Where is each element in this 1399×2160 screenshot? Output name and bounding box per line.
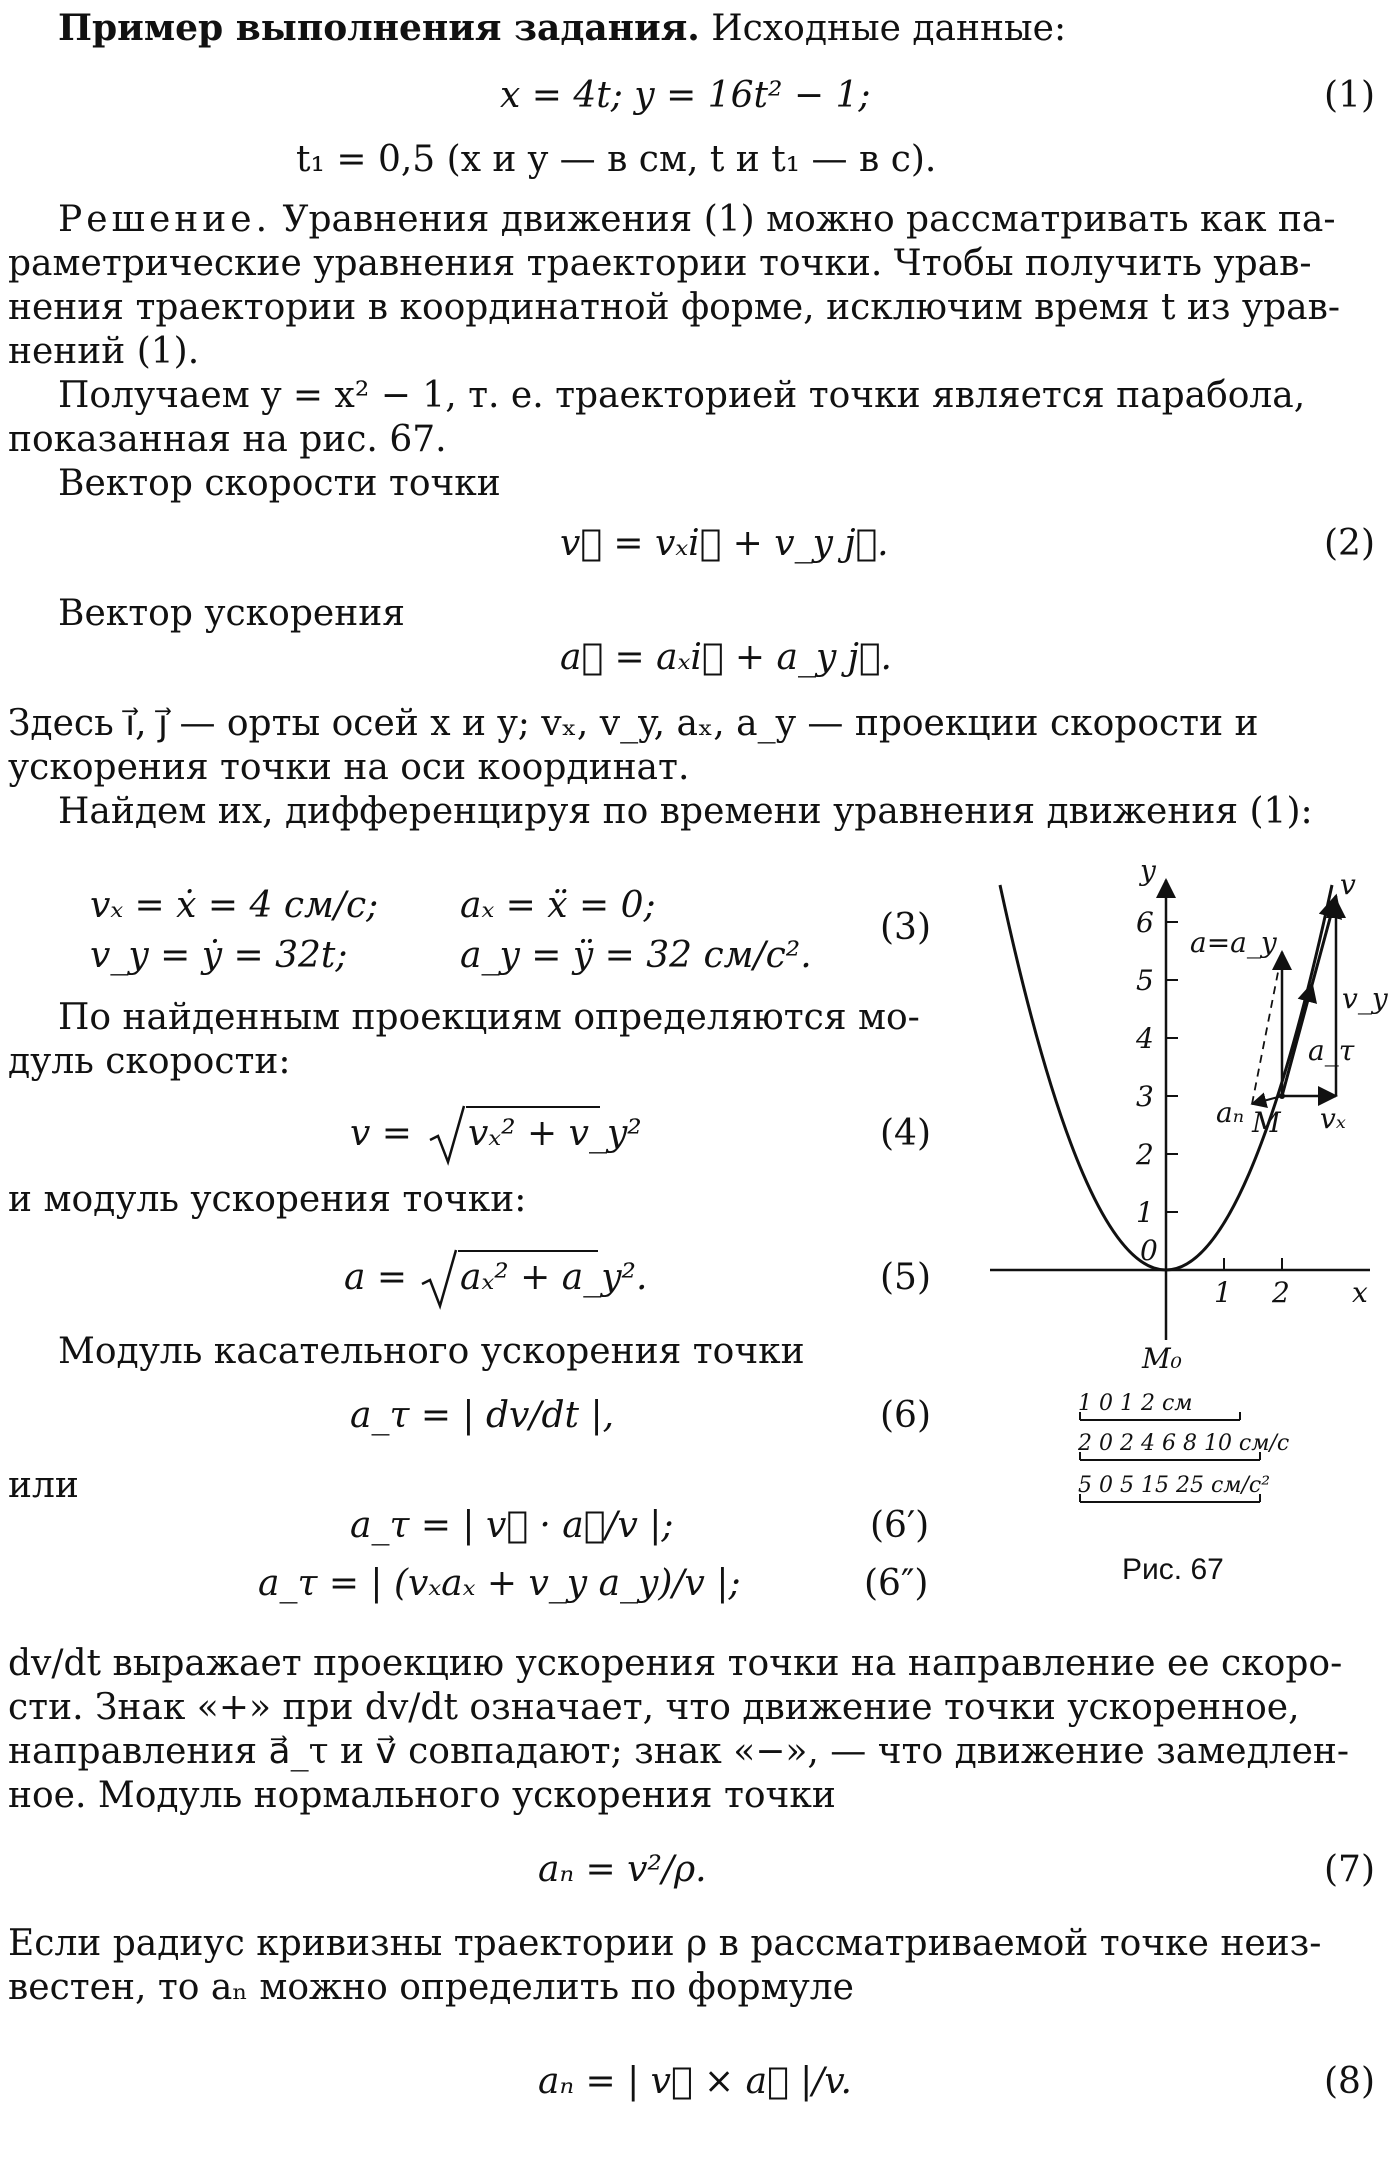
tangential-accel-label: a_τ: [1308, 1034, 1355, 1067]
solution-line-3: нения траектории в координатной форме, исключим время t из урав-: [8, 287, 1341, 328]
equation-6-prime: a_τ = | v⃗ · a⃗/v |;: [350, 1505, 674, 1546]
equation-7-number: (7): [1324, 1849, 1375, 1890]
y-tick-1: 1: [1136, 1196, 1154, 1229]
eq3-number: (3): [880, 907, 931, 948]
y-tick-3: 3: [1136, 1080, 1154, 1113]
eq3-vx: vₓ = ẋ = 4 см/с;: [90, 885, 379, 926]
equation-2: v⃗ = vₓi⃗ + v_y j⃗.: [560, 523, 889, 564]
solution-line-1: [58, 198, 1336, 242]
accel-vector-equation: a⃗ = aₓi⃗ + a_y j⃗.: [560, 637, 892, 678]
after-line-2: сти. Знак «+» при dv/dt означает, что движение точки ускоренное,: [8, 1687, 1300, 1728]
sqrt-bar: [466, 1106, 600, 1108]
after-line-4: ное. Модуль нормального ускорения точки: [8, 1775, 836, 1816]
solution-text-1: Уравнения движения (1) можно рассматривать как па-: [271, 199, 1336, 240]
given-data: t₁ = 0,5 (x и y — в см, t и t₁ — в с).: [296, 139, 937, 180]
scale-velocity-label: 2 0 2 4 6 8 10 см/с: [1078, 1431, 1290, 1456]
after-line-1: dv/dt выражает проекцию ускорения точки на направление ее скоро-: [8, 1643, 1343, 1684]
here-line-2: ускорения точки на оси координат.: [8, 747, 690, 788]
eq3-vy: v_y = ẏ = 32t;: [90, 935, 348, 976]
sqrt-sign: [420, 1246, 460, 1310]
solution-label: Решение.: [58, 199, 272, 240]
sqrt-sign: [428, 1102, 468, 1166]
figure-caption: Рис. 67: [1122, 1553, 1224, 1586]
here-line-3: Найдем их, дифференцируя по времени уравнения движения (1):: [58, 791, 1313, 832]
vy-label: v_y: [1342, 982, 1388, 1015]
vx-label: vₓ: [1320, 1102, 1346, 1135]
eq5-radicand: aₓ² + a_y².: [460, 1257, 648, 1298]
solution-line-6: показанная на рис. 67.: [8, 419, 447, 460]
here-line-1: Здесь i⃗, j⃗ — орты осей x и y; vₓ, v_y, aₓ, a_y — проекции скорости и: [8, 703, 1259, 744]
sqrt-bar: [458, 1250, 598, 1252]
y-tick-4: 4: [1136, 1022, 1154, 1055]
scale-cm-label: 1 0 1 2 см: [1078, 1391, 1193, 1416]
point-M-label: M: [1252, 1106, 1281, 1139]
intro-line: [58, 6, 1066, 51]
modulus-line-1: По найденным проекциям определяются мо-: [58, 997, 920, 1038]
eq3-ay: a_y = ÿ = 32 см/с².: [460, 935, 812, 976]
accel-modulus-label: и модуль ускорения точки:: [8, 1179, 527, 1220]
figure-67: [990, 860, 1390, 1550]
y-tick-2: 2: [1136, 1138, 1154, 1171]
equation-1: x = 4t; y = 16t² − 1;: [500, 75, 871, 116]
solution-line-2: раметрические уравнения траектории точки. Чтобы получить урав-: [8, 243, 1312, 284]
equation-8: aₙ = | v⃗ × a⃗ |/v.: [538, 2061, 852, 2102]
y-tick-6: 6: [1136, 906, 1154, 939]
y-axis-label: y: [1140, 860, 1156, 887]
x-tick-1: 1: [1214, 1276, 1232, 1309]
normal-accel-label: aₙ: [1216, 1096, 1245, 1129]
radius-line-1: Если радиус кривизны траектории ρ в рассматриваемой точке неиз-: [8, 1923, 1322, 1964]
equation-6-double-prime-number: (6″): [864, 1563, 929, 1604]
equation-6-number: (6): [880, 1395, 931, 1436]
solution-line-4: нений (1).: [8, 331, 200, 372]
y-tick-0: 0: [1140, 1234, 1158, 1267]
velocity-label: v: [1340, 868, 1356, 901]
equation-2-number: (2): [1324, 523, 1375, 564]
equation-8-number: (8): [1324, 2061, 1375, 2102]
equation-6-double-prime: a_τ = | (vₓaₓ + v_y a_y)/v |;: [258, 1563, 741, 1604]
equation-7: aₙ = v²/ρ.: [538, 1849, 707, 1890]
eq5-lhs: a =: [344, 1257, 408, 1298]
accel-vector-label: Вектор ускорения: [58, 593, 405, 634]
eq3-ax: aₓ = ẍ = 0;: [460, 885, 656, 926]
scale-acceleration-label: 5 0 5 15 25 см/с²: [1078, 1473, 1271, 1498]
equation-6-prime-number: (6′): [870, 1505, 930, 1546]
solution-line-7: Вектор скорости точки: [58, 463, 501, 504]
eq5-number: (5): [880, 1257, 931, 1298]
radius-line-2: вестен, то aₙ можно определить по формуле: [8, 1967, 854, 2008]
acceleration-label: a=a_y: [1190, 926, 1277, 959]
intro-heading: Пример выполнения задания.: [58, 7, 700, 49]
eq4-radicand: vₓ² + v_y²: [468, 1113, 642, 1154]
modulus-line-2: дуль скорости:: [8, 1041, 291, 1082]
x-tick-2: 2: [1272, 1276, 1290, 1309]
y-ticks: [1166, 922, 1178, 1212]
tangential-label: Модуль касательного ускорения точки: [58, 1331, 805, 1372]
equation-6: a_τ = | dv/dt |,: [350, 1395, 615, 1436]
point-M0-label: M₀: [1142, 1342, 1182, 1375]
or-word: или: [8, 1465, 79, 1506]
eq4-lhs: v =: [350, 1113, 412, 1154]
solution-line-5: Получаем y = x² − 1, т. е. траекторией точки является парабола,: [58, 375, 1306, 416]
after-line-3: направления a⃗_τ и v⃗ совпадают; знак «−», — что движение замедлен-: [8, 1731, 1350, 1772]
x-axis-label: x: [1352, 1276, 1368, 1309]
y-tick-5: 5: [1136, 964, 1154, 997]
normal-accel-dashed: [1252, 952, 1282, 1104]
intro-rest: Исходные данные:: [699, 8, 1067, 49]
eq4-number: (4): [880, 1113, 931, 1154]
equation-1-number: (1): [1324, 75, 1375, 116]
